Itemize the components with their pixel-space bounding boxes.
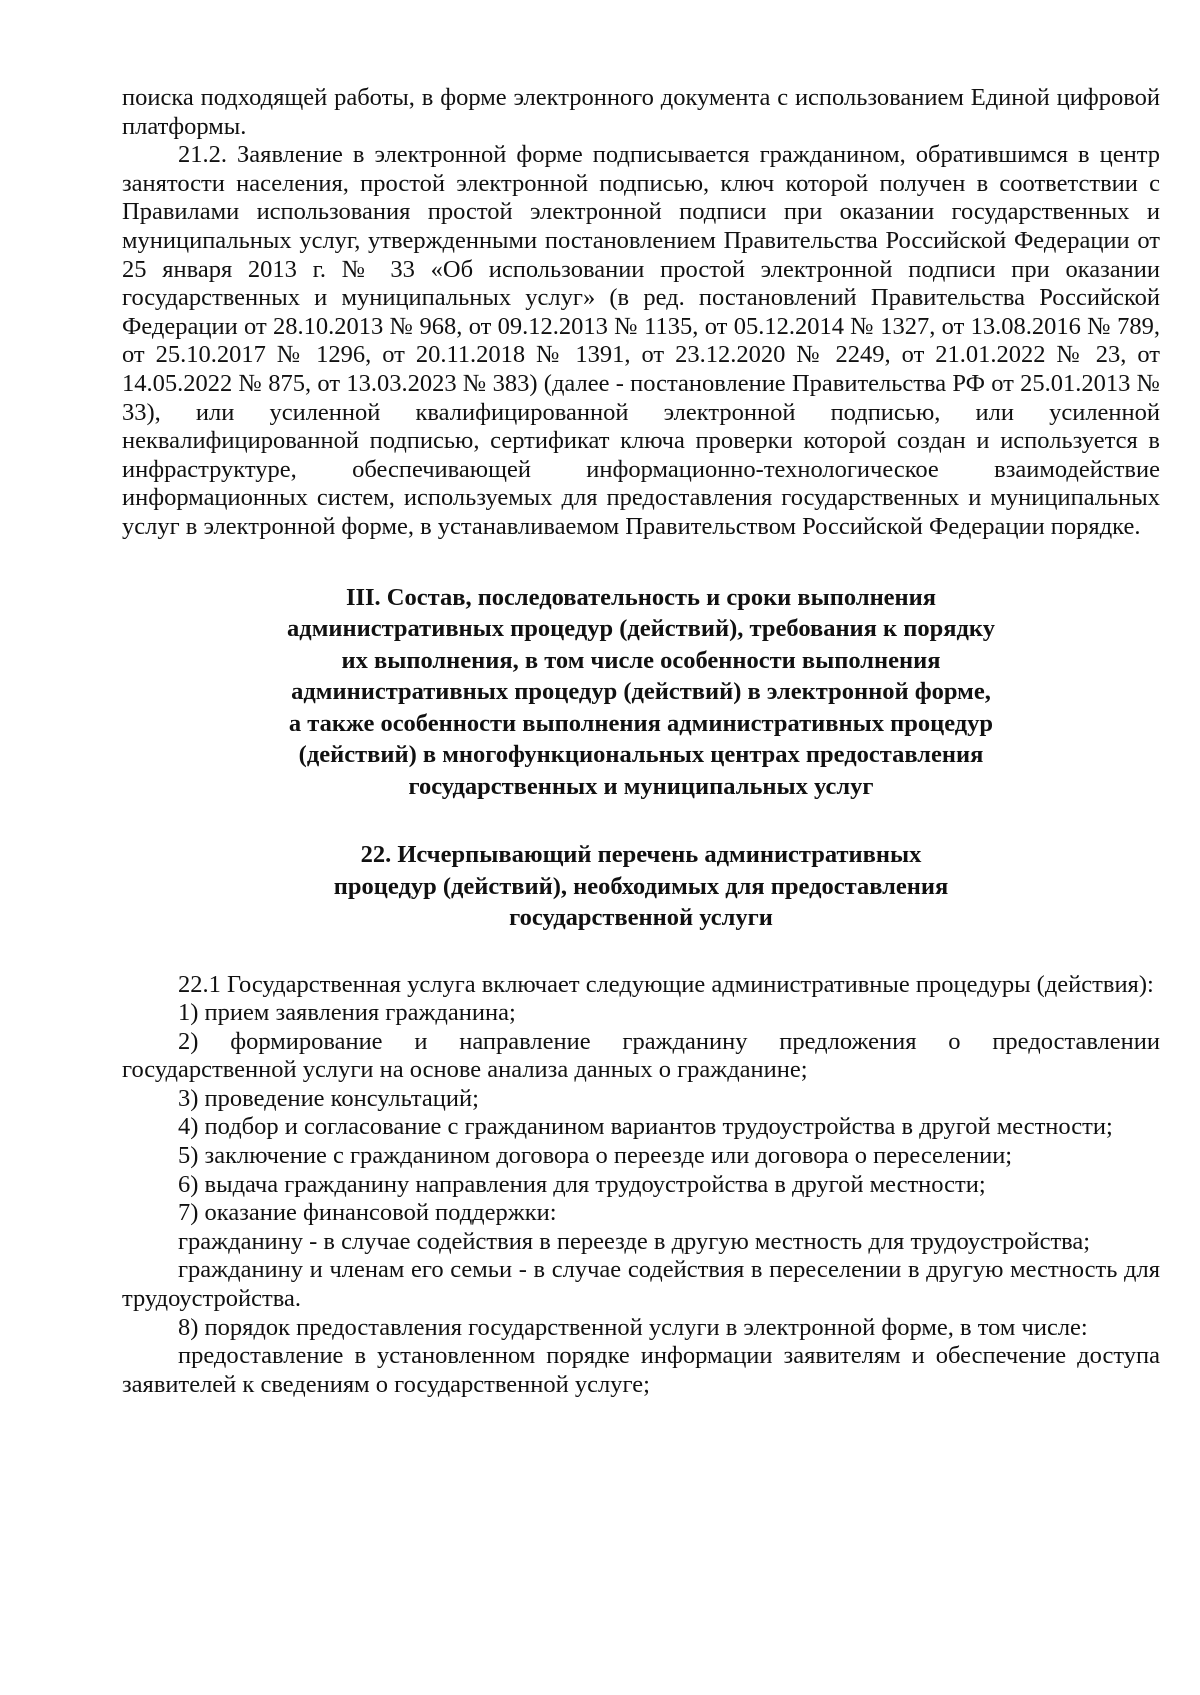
- procedures-list: [122, 971, 1160, 1400]
- list-item: 5) заключение с гражданином договора о переезде или договора о переселении;: [178, 1142, 1013, 1170]
- list-item: 7) оказание финансовой поддержки:: [178, 1199, 557, 1227]
- section-3-heading-line: III. Состав, последовательность и сроки выполнения: [345, 583, 937, 611]
- document-body: [122, 84, 1160, 1399]
- section-3-heading-line: (действий) в многофункциональных центрах предоставления: [298, 741, 984, 768]
- list-item: 4) подбор и согласование с гражданином вариантов трудоустройства в другой местности;: [178, 1113, 1113, 1141]
- list-item: 1) прием заявления гражданина;: [178, 999, 516, 1027]
- list-subitem: предоставление в установленном порядке информации заявителям и обеспечение доступа заявителей к сведениям о государственной услуге;: [122, 1342, 1160, 1398]
- list-item: 8) порядок предоставления государственной услуги в электронной форме, в том числе:: [178, 1313, 1088, 1341]
- section-22-heading-line: процедур (действий), необходимых для предоставления: [333, 872, 949, 900]
- section-3-heading-line: административных процедур (действий), требования к порядку: [287, 615, 995, 642]
- section-3-heading-line: административных процедур (действий) в электронной форме,: [291, 678, 991, 705]
- section-3-heading-line: государственных и муниципальных услуг: [408, 772, 874, 800]
- section-22-heading-line: государственной услуги: [509, 904, 773, 931]
- paragraph-21-2: 21.2. Заявление в электронной форме подписывается гражданином, обратившимся в центр занятости населения, простой электронной подписью, ключ которой получен в соответствии с Правилами использования простой электронной подписи при оказании государственных и муниципальных услуг, утвержденными постановлением Правительства Российской Федерации от 25 января 2013 г. № 33 «Об использовании простой электронной подписи при оказании государственных и муниципальных услуг» (в ред. постановлений Правительства Российской Федерации от 28.10.2013 № 968, от 09.12.2013 № 1135, от 05.12.2014 № 1327, от 13.08.2016 № 789, от 25.10.2017 № 1296, от 20.11.2018 № 1391, от 23.12.2020 № 2249, от 21.01.2022 № 23, от 14.05.2022 № 875, от 13.03.2023 № 383) (далее - постановление Правительства РФ от 25.01.2013 № 33), или усиленной квалифицированной электронной подписью, или усиленной неквалифицированной подписью, сертификат ключа проверки которой создан и используется в инфраструктуре, обеспечивающей информационно-технологическое взаимодействие информационных систем, используемых для предоставления государственных и муниципальных услуг в электронной форме, в устанавливаемом Правительством Российской Федерации порядке.: [122, 141, 1160, 540]
- section-3-heading-line: их выполнения, в том числе особенности выполнения: [341, 646, 941, 674]
- list-item: 3) проведение консультаций;: [178, 1084, 479, 1112]
- section-22-heading: [122, 839, 1160, 934]
- list-item: 6) выдача гражданину направления для трудоустройства в другой местности;: [178, 1170, 986, 1198]
- section-22-heading-line: 22. Исчерпывающий перечень административных: [360, 841, 922, 868]
- paragraph-continuation: поиска подходящей работы, в форме электронного документа с использованием Единой цифровой платформы.: [122, 84, 1160, 140]
- paragraph-22-1: 22.1 Государственная услуга включает следующие административные процедуры (действия):: [178, 970, 1154, 998]
- section-3-heading-line: а также особенности выполнения административных процедур: [288, 709, 994, 737]
- list-subitem: гражданину - в случае содействия в переезде в другую местность для трудоустройства;: [178, 1227, 1091, 1255]
- list-subitem: гражданину и членам его семьи - в случае содействия в переселении в другую местность для трудоустройства.: [122, 1256, 1160, 1313]
- list-item: 2) формирование и направление гражданину предложения о предоставлении государственной услуги на основе анализа данных о гражданине;: [122, 1027, 1160, 1084]
- section-3-heading: [122, 582, 1160, 803]
